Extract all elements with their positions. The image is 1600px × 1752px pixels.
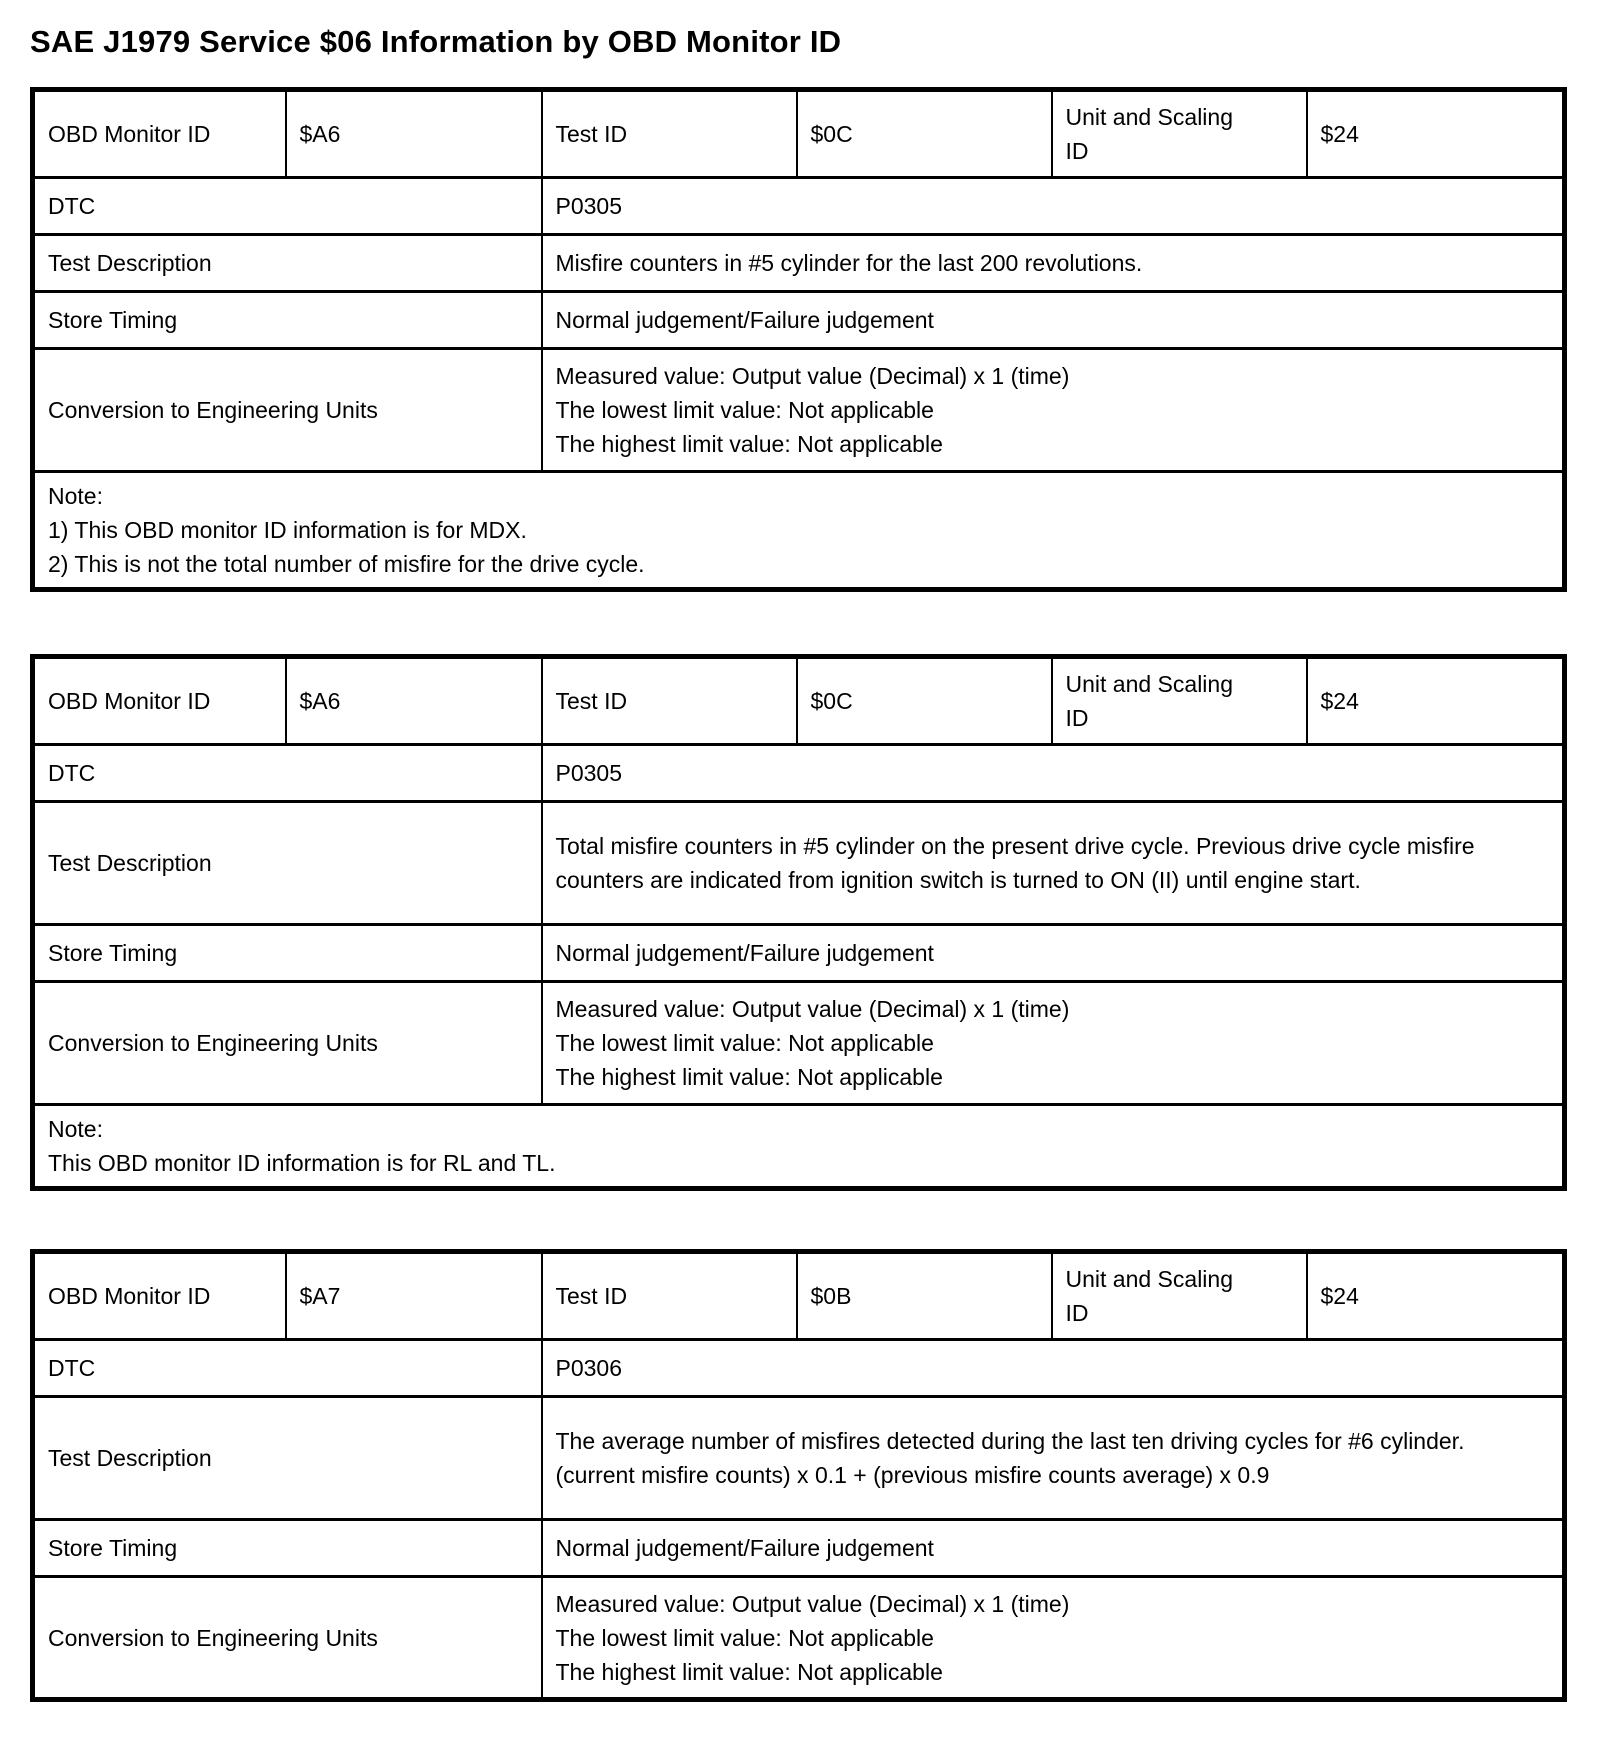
dtc-label: DTC — [33, 1340, 542, 1397]
obd-monitor-table-3 — [30, 1249, 1567, 1702]
text-line: 2) This is not the total number of misfire for the drive cycle. — [48, 551, 645, 577]
text-line: This OBD monitor ID information is for RL and TL. — [48, 1150, 556, 1176]
dtc-label: DTC — [33, 745, 542, 802]
obd-monitor-id-label: OBD Monitor ID — [33, 90, 286, 178]
store-timing-label: Store Timing — [33, 292, 542, 349]
text-line: (current misfire counts) x 0.1 + (previous misfire counts average) x 0.9 — [555, 1462, 1270, 1488]
unit-scaling-id-label-text: Unit and Scaling ID — [1065, 1266, 1233, 1326]
conversion-label: Conversion to Engineering Units — [33, 1577, 542, 1700]
test-description-value — [542, 802, 1565, 925]
dtc-label: DTC — [33, 178, 542, 235]
obd-monitor-id-value: $A7 — [286, 1252, 542, 1340]
test-id-value: $0C — [797, 90, 1052, 178]
conversion-label: Conversion to Engineering Units — [33, 349, 542, 472]
table3-header-row — [33, 1252, 1565, 1340]
conversion-value — [542, 982, 1565, 1105]
dtc-value: P0305 — [542, 745, 1565, 802]
table1-conversion-row — [33, 349, 1565, 472]
obd-monitor-id-value: $A6 — [286, 90, 542, 178]
text-line: Measured value: Output value (Decimal) x 1 (time) — [555, 996, 1070, 1022]
unit-scaling-id-value: $24 — [1307, 657, 1565, 745]
store-timing-label: Store Timing — [33, 1520, 542, 1577]
note-cell — [33, 472, 1565, 590]
test-id-value: $0B — [797, 1252, 1052, 1340]
obd-monitor-table-2 — [30, 654, 1567, 1191]
unit-scaling-id-label — [1052, 90, 1307, 178]
table3-store-timing-row — [33, 1520, 1565, 1577]
test-id-label: Test ID — [542, 90, 797, 178]
text-line: The highest limit value: Not applicable — [555, 1658, 943, 1685]
dtc-value: P0306 — [542, 1340, 1565, 1397]
text-line: 1) This OBD monitor ID information is for MDX. — [48, 517, 527, 543]
table3-conversion-row — [33, 1577, 1565, 1700]
table2-header-row — [33, 657, 1565, 745]
unit-scaling-id-label-text: Unit and Scaling ID — [1065, 104, 1233, 164]
text-line: Measured value: Output value (Decimal) x 1 (time) — [555, 363, 1070, 389]
text-line: The lowest limit value: Not applicable — [555, 397, 934, 423]
text-line: The highest limit value: Not applicable — [555, 1064, 943, 1090]
text-line: The lowest limit value: Not applicable — [555, 1624, 934, 1651]
text-line: Total misfire counters in #5 cylinder on the present drive cycle. Previous drive cycle misfire counters are indicated from ignition switch is turned to ON (II) until engine start. — [555, 833, 1475, 893]
text-line: Note: — [48, 1116, 103, 1142]
page-title: SAE J1979 Service $06 Information by OBD Monitor ID — [30, 24, 842, 59]
conversion-value — [542, 1577, 1565, 1700]
obd-monitor-table-1 — [30, 87, 1567, 592]
text-line: The average number of misfires detected during the last ten driving cycles for #6 cylinder. — [555, 1428, 1465, 1454]
unit-scaling-id-label-text: Unit and Scaling ID — [1065, 671, 1233, 731]
test-description-label: Test Description — [33, 235, 542, 292]
store-timing-label: Store Timing — [33, 925, 542, 982]
table2-store-timing-row — [33, 925, 1565, 982]
test-id-label: Test ID — [542, 1252, 797, 1340]
test-description-value — [542, 1397, 1565, 1520]
unit-scaling-id-label — [1052, 1252, 1307, 1340]
store-timing-value: Normal judgement/Failure judgement — [542, 292, 1565, 349]
store-timing-value: Normal judgement/Failure judgement — [542, 925, 1565, 982]
table2-conversion-row — [33, 982, 1565, 1105]
conversion-value — [542, 349, 1565, 472]
dtc-value: P0305 — [542, 178, 1565, 235]
table3-test-description-row — [33, 1397, 1565, 1520]
store-timing-value: Normal judgement/Failure judgement — [542, 1520, 1565, 1577]
obd-monitor-id-label: OBD Monitor ID — [33, 1252, 286, 1340]
text-line: Note: — [48, 483, 103, 509]
text-line: Misfire counters in #5 cylinder for the last 200 revolutions. — [555, 250, 1143, 276]
table1-dtc-row — [33, 178, 1565, 235]
test-description-label: Test Description — [33, 1397, 542, 1520]
table1-header-row — [33, 90, 1565, 178]
text-line: The highest limit value: Not applicable — [555, 431, 943, 457]
text-line: The lowest limit value: Not applicable — [555, 1030, 934, 1056]
table1-store-timing-row — [33, 292, 1565, 349]
table1-test-description-row — [33, 235, 1565, 292]
unit-scaling-id-label — [1052, 657, 1307, 745]
table2-test-description-row — [33, 802, 1565, 925]
conversion-label: Conversion to Engineering Units — [33, 982, 542, 1105]
test-id-label: Test ID — [542, 657, 797, 745]
table2-dtc-row — [33, 745, 1565, 802]
obd-monitor-id-label: OBD Monitor ID — [33, 657, 286, 745]
test-description-label: Test Description — [33, 802, 542, 925]
test-description-value — [542, 235, 1565, 292]
note-cell — [33, 1105, 1565, 1189]
test-id-value: $0C — [797, 657, 1052, 745]
table1-note-row — [33, 472, 1565, 590]
obd-monitor-id-value: $A6 — [286, 657, 542, 745]
table2-note-row — [33, 1105, 1565, 1189]
unit-scaling-id-value: $24 — [1307, 1252, 1565, 1340]
unit-scaling-id-value: $24 — [1307, 90, 1565, 178]
table3-dtc-row — [33, 1340, 1565, 1397]
text-line: Measured value: Output value (Decimal) x 1 (time) — [555, 1590, 1070, 1617]
